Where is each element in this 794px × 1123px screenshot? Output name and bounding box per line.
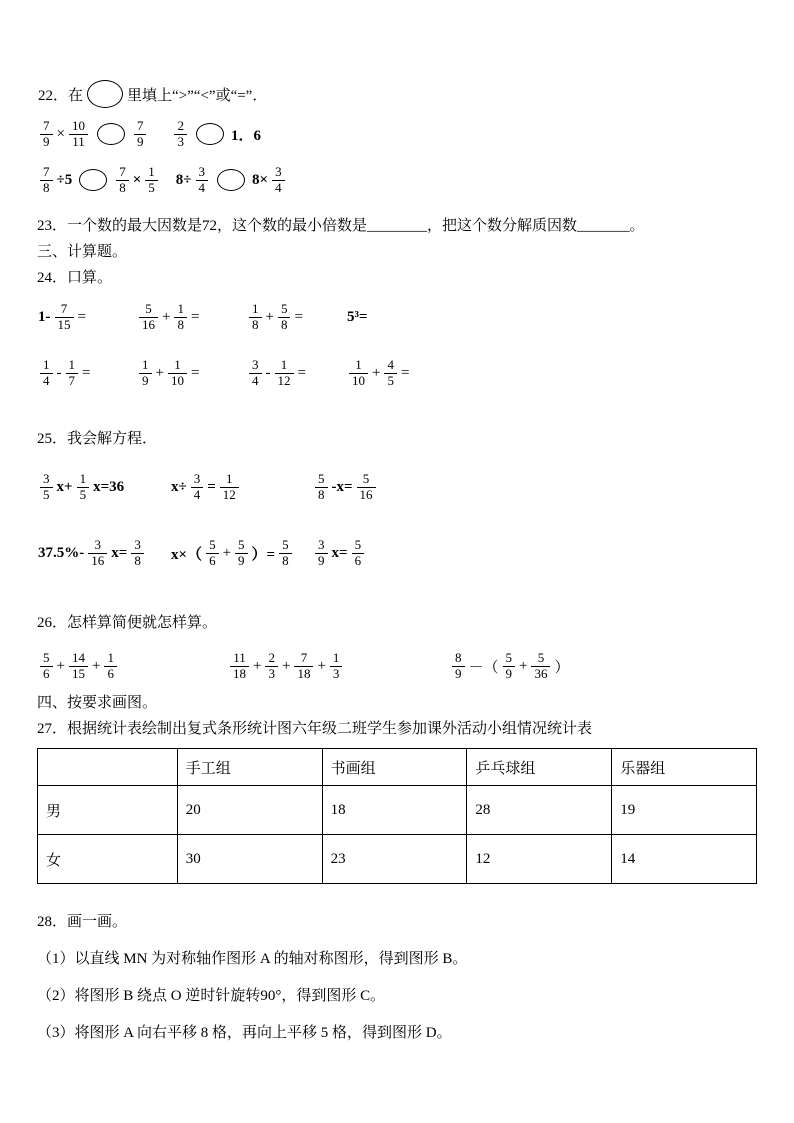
q25-equation-1: [37, 472, 170, 503]
q26-item-2: [227, 651, 449, 682]
q28-step-3: （3）将图形 A 向右平移 8 格，再向上平移 5 格，得到图形 D。: [37, 1024, 452, 1041]
expression-text: =: [82, 364, 91, 381]
expression-text: +: [162, 308, 171, 325]
fraction: $\frac{3}{5}$: [40, 472, 53, 503]
q25-equation-5: [170, 538, 312, 569]
table-row-male: [38, 786, 757, 835]
expression-text: +: [222, 544, 232, 561]
fraction: $\frac{3}{4}$: [196, 165, 209, 196]
expression-text: -: [265, 364, 271, 381]
expression-text: ）=: [251, 546, 276, 563]
fraction: $\frac{11}{18}$: [230, 651, 249, 682]
q25-equation-3: [312, 472, 379, 503]
q24-item-6: [136, 358, 246, 389]
fraction: $\frac{1}{10}$: [349, 358, 368, 389]
table-cell: 14: [612, 835, 757, 884]
table-header-cell: 乐器组: [612, 749, 757, 786]
fraction: $\frac{3}{16}$: [88, 538, 107, 569]
expression-text: －（: [468, 660, 499, 677]
q24-item-4: [346, 309, 369, 326]
question-26-title: 26．怎样算简便就怎样算。: [37, 615, 218, 631]
table-row-label: 男: [38, 786, 178, 835]
q26-row: [37, 647, 757, 687]
question-27-title: 27．根据统计表绘制出复式条形统计图六年级二班学生参加课外活动小组情况统计表: [37, 720, 593, 737]
section-4-heading: 四、按要求画图。: [37, 694, 158, 711]
expression-text: =: [190, 364, 200, 381]
fraction: $\frac{5}{9}$: [503, 651, 516, 682]
expression-text: x=36: [93, 478, 125, 495]
expression-text: =: [77, 308, 86, 325]
fraction: $\frac{10}{11}$: [69, 119, 88, 150]
fraction: $\frac{3}{8}$: [131, 538, 144, 569]
table-cell: 18: [322, 786, 467, 835]
expression-text: +: [265, 308, 274, 325]
expression-text: 8÷: [175, 171, 192, 188]
expression-text: -x=: [331, 478, 353, 495]
q26-item-1: [37, 651, 227, 682]
expression-text: +: [155, 364, 164, 381]
q28-step-2: （2）将图形 B 绕点 O 逆时针旋转90°，得到图形 C。: [37, 987, 386, 1004]
q24-item-8: [346, 358, 410, 389]
q24-row-2: [37, 353, 757, 393]
fraction: $\frac{1}{8}$: [174, 302, 187, 333]
fraction: $\frac{2}{3}$: [265, 651, 278, 682]
expression-text: ÷5: [56, 171, 73, 188]
expression-text: =: [190, 308, 200, 325]
section-3-heading: 三、计算题。: [37, 243, 128, 260]
fraction: $\frac{5}{6}$: [352, 538, 365, 569]
q25-row-1: [37, 467, 757, 507]
q25-equation-6: [312, 538, 367, 569]
table-cell: 12: [467, 835, 612, 884]
question-24-title: 24．口算。: [37, 269, 113, 286]
q27-statistics-table: [37, 748, 757, 884]
expression-text: +: [372, 364, 381, 381]
q22-comparison-4: [175, 165, 288, 196]
fraction: $\frac{7}{8}$: [40, 165, 53, 196]
fraction: $\frac{5}{16}$: [357, 472, 376, 503]
table-header-cell-blank: [38, 749, 178, 786]
fraction: $\frac{1}{9}$: [139, 358, 152, 389]
expression-text: ）: [554, 660, 570, 677]
q24-item-7: [246, 358, 346, 389]
q28-step-1: （1）以直线 MN 为对称轴作图形 A 的轴对称图形，得到图形 B。: [37, 951, 468, 967]
q24-item-3: [246, 302, 346, 333]
fraction: $\frac{3}{4}$: [249, 358, 262, 389]
table-cell: 28: [467, 786, 612, 835]
q22-text-after: 里填上“>”“<”或“=”．: [127, 87, 268, 104]
q24-row-1: [37, 297, 757, 337]
expression-text: 5³=: [347, 308, 368, 325]
fraction: $\frac{7}{15}$: [55, 302, 74, 333]
expression-text: x=: [111, 544, 128, 561]
expression-text: +: [519, 658, 528, 675]
fraction: $\frac{7}{9}$: [40, 119, 53, 150]
expression-text: -: [56, 364, 62, 381]
fraction: $\frac{4}{5}$: [384, 358, 397, 389]
expression-text: =: [207, 478, 216, 495]
fraction: $\frac{1}{6}$: [104, 651, 117, 682]
fraction: $\frac{1}{7}$: [66, 358, 79, 389]
expression-text: +: [56, 658, 65, 675]
q25-equation-2: [170, 472, 312, 503]
table-cell: 20: [177, 786, 322, 835]
q22-comparison-row-1: [37, 112, 757, 156]
fraction: $\frac{3}{4}$: [191, 472, 204, 503]
fraction: $\frac{1}{5}$: [77, 472, 90, 503]
expression-text: 37.5%-: [38, 544, 85, 561]
fraction: $\frac{8}{9}$: [452, 651, 465, 682]
question-25-title: 25．我会解方程．: [37, 431, 158, 448]
expression-text: x=: [331, 544, 348, 561]
q22-comparison-3: [37, 165, 161, 196]
table-header-row: [38, 749, 757, 786]
comparison-circle: [196, 123, 224, 145]
fraction: $\frac{5}{9}$: [235, 538, 248, 569]
expression-text: +: [253, 658, 262, 675]
fraction: $\frac{5}{8}$: [279, 538, 292, 569]
q22-comparison-row-2: [37, 158, 757, 202]
q26-item-3: [449, 651, 571, 682]
expression-text: +: [317, 658, 326, 675]
fraction: $\frac{1}{12}$: [275, 358, 294, 389]
fraction: $\frac{1}{5}$: [145, 165, 158, 196]
fraction: $\frac{5}{8}$: [315, 472, 328, 503]
expression-text: 1．6: [230, 127, 261, 144]
expression-text: ×: [56, 125, 65, 142]
expression-text: x×（: [171, 546, 203, 563]
expression-text: =: [400, 364, 410, 381]
question-28-title: 28．画一画。: [37, 914, 128, 931]
table-cell: 23: [322, 835, 467, 884]
expression-text: x+: [56, 478, 73, 495]
q25-row-2: [37, 533, 757, 573]
q24-item-5: [37, 358, 136, 389]
question-22-header: [37, 78, 757, 110]
q22-comparison-1: [37, 119, 149, 150]
fraction: $\frac{5}{16}$: [139, 302, 158, 333]
fraction: $\frac{3}{4}$: [272, 165, 285, 196]
expression-text: =: [297, 364, 306, 381]
expression-text: =: [294, 308, 303, 325]
expression-text: +: [281, 658, 291, 675]
expression-text: +: [91, 658, 101, 675]
fraction: $\frac{1}{3}$: [330, 651, 343, 682]
fraction: $\frac{5}{8}$: [278, 302, 291, 333]
fraction: $\frac{2}{3}$: [174, 119, 187, 150]
table-header-cell: 乒乓球组: [467, 749, 612, 786]
fraction: $\frac{7}{9}$: [134, 119, 147, 150]
q22-text-before: 22．在: [38, 87, 84, 104]
fraction: $\frac{1}{10}$: [168, 358, 187, 389]
expression-text: 1-: [38, 308, 51, 325]
comparison-circle: [97, 123, 125, 145]
fraction: $\frac{1}{4}$: [40, 358, 53, 389]
blank-circle: [87, 80, 123, 108]
comparison-circle: [79, 169, 107, 191]
table-cell: 19: [612, 786, 757, 835]
comparison-circle: [217, 169, 245, 191]
q25-equation-4: [37, 538, 170, 569]
fraction: $\frac{14}{15}$: [69, 651, 88, 682]
question-23: 23．一个数的最大因数是72，这个数的最小倍数是________，把这个数分解质因数_______。: [37, 218, 645, 234]
expression-text: 8×: [252, 171, 269, 188]
fraction: $\frac{1}{8}$: [249, 302, 262, 333]
expression-text: x÷: [171, 478, 187, 495]
fraction: $\frac{5}{6}$: [40, 651, 53, 682]
q24-item-1: [37, 302, 136, 333]
table-row-label: 女: [38, 835, 178, 884]
fraction: $\frac{3}{9}$: [315, 538, 328, 569]
table-header-cell: 书画组: [322, 749, 467, 786]
fraction: $\frac{7}{8}$: [116, 165, 129, 196]
fraction: $\frac{5}{36}$: [531, 651, 550, 682]
table-row-female: [38, 835, 757, 884]
q22-comparison-2: [171, 119, 262, 150]
fraction: $\frac{5}{6}$: [206, 538, 219, 569]
expression-text: ×: [132, 171, 142, 188]
table-header-cell: 手工组: [177, 749, 322, 786]
fraction: $\frac{1}{12}$: [220, 472, 239, 503]
q24-item-2: [136, 302, 246, 333]
table-cell: 30: [177, 835, 322, 884]
fraction: $\frac{7}{18}$: [294, 651, 313, 682]
